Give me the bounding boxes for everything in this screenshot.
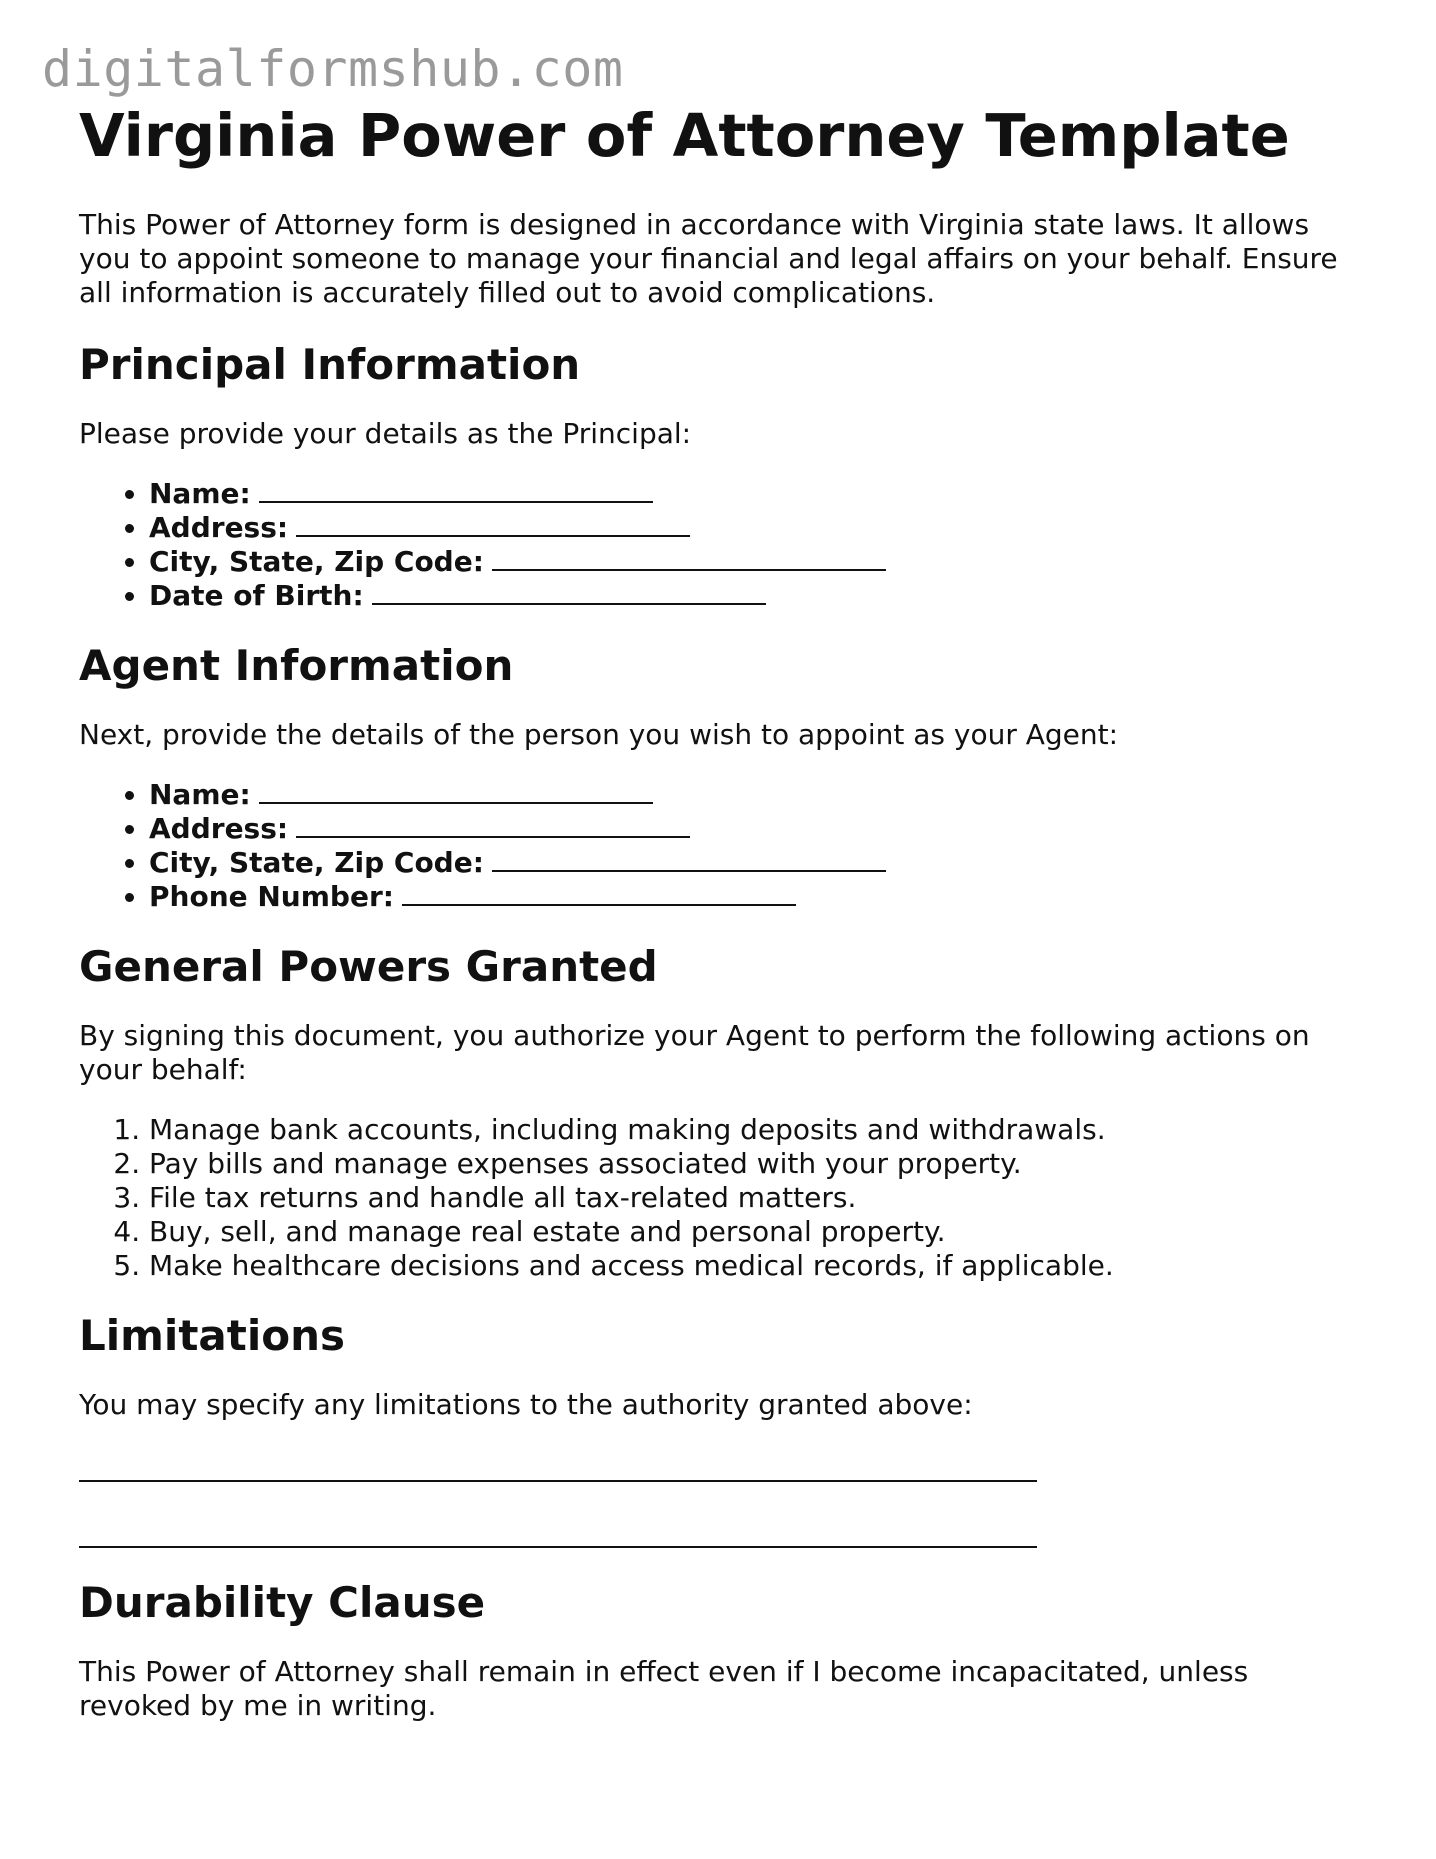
agent-phone-blank[interactable] xyxy=(402,880,796,906)
limitations-heading: Limitations xyxy=(79,1311,345,1360)
agent-address-field: • Address: xyxy=(149,812,1369,846)
powers-heading: General Powers Granted xyxy=(79,942,658,991)
power-item: 4. Buy, sell, and manage real estate and personal property. xyxy=(149,1215,1369,1249)
agent-field-list xyxy=(79,778,1369,914)
agent-city-state-zip-field: • City, State, Zip Code: xyxy=(149,846,1369,880)
site-watermark: digitalformshub.com xyxy=(42,40,624,98)
agent-phone-field: • Phone Number: xyxy=(149,880,1369,914)
principal-name-field: • Name: xyxy=(149,477,1369,511)
principal-city-state-zip-field: • City, State, Zip Code: xyxy=(149,545,1369,579)
principal-lead: Please provide your details as the Principal: xyxy=(79,417,692,450)
power-item: 1. Manage bank accounts, including making deposits and withdrawals. xyxy=(149,1113,1369,1147)
limitations-lead: You may specify any limitations to the authority granted above: xyxy=(79,1388,973,1421)
durability-heading: Durability Clause xyxy=(79,1578,486,1627)
power-item: 2. Pay bills and manage expenses associated with your property. xyxy=(149,1147,1369,1181)
principal-address-field: • Address: xyxy=(149,511,1369,545)
agent-lead: Next, provide the details of the person you wish to appoint as your Agent: xyxy=(79,718,1119,751)
powers-list xyxy=(79,1113,1369,1283)
principal-city-state-zip-blank[interactable] xyxy=(492,545,886,571)
intro-paragraph: This Power of Attorney form is designed in accordance with Virginia state laws. It allows you to appoint someone to manage your financial and legal affairs on your behalf. Ensure all information is accurately filled out to avoid complications. xyxy=(79,208,1338,309)
power-item: 3. File tax returns and handle all tax-related matters. xyxy=(149,1181,1369,1215)
agent-heading: Agent Information xyxy=(79,641,514,690)
agent-name-field: • Name: xyxy=(149,778,1369,812)
principal-field-list xyxy=(79,477,1369,613)
durability-text: This Power of Attorney shall remain in effect even if I become incapacitated, unless revoked by me in writing. xyxy=(79,1655,1249,1722)
limitations-blank-1[interactable] xyxy=(79,1480,1037,1482)
limitations-blank-2[interactable] xyxy=(79,1546,1037,1548)
agent-city-state-zip-blank[interactable] xyxy=(492,846,886,872)
agent-address-blank[interactable] xyxy=(296,812,690,838)
power-item: 5. Make healthcare decisions and access medical records, if applicable. xyxy=(149,1249,1369,1283)
principal-dob-field: • Date of Birth: xyxy=(149,579,1369,613)
principal-address-blank[interactable] xyxy=(296,511,690,537)
page-title: Virginia Power of Attorney Template xyxy=(79,101,1290,170)
principal-heading: Principal Information xyxy=(79,340,581,389)
principal-dob-blank[interactable] xyxy=(372,579,766,605)
document-page xyxy=(79,100,1369,1723)
agent-name-blank[interactable] xyxy=(259,778,653,804)
principal-name-blank[interactable] xyxy=(259,477,653,503)
powers-lead: By signing this document, you authorize your Agent to perform the following actions on your behalf: xyxy=(79,1019,1310,1086)
